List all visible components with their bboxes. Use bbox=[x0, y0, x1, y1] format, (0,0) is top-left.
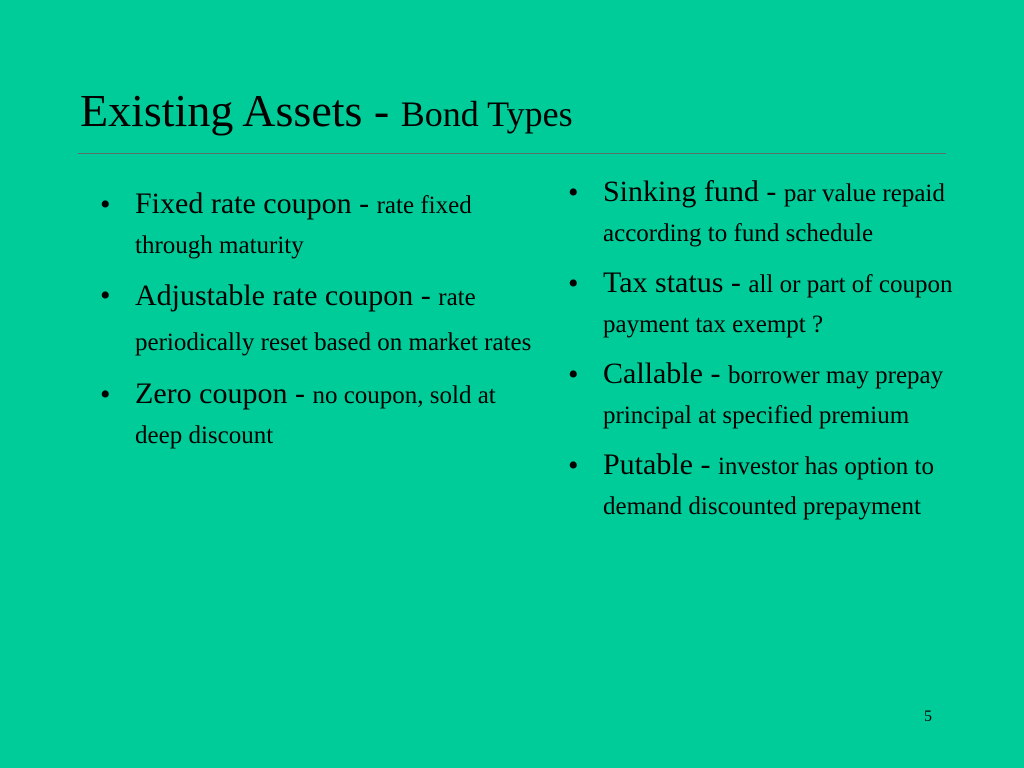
item-term: Tax status - bbox=[603, 266, 749, 299]
bullet-icon: • bbox=[100, 378, 111, 411]
slide-title bbox=[80, 85, 573, 136]
item-term: Zero coupon - bbox=[135, 377, 313, 410]
bullet-icon: • bbox=[568, 358, 579, 391]
item-description: rate fixed through maturity bbox=[135, 192, 472, 259]
item-description: rate periodically reset based on market rates bbox=[135, 284, 532, 356]
left-bullet-list bbox=[96, 184, 536, 465]
slide-title-sub: Bond Types bbox=[400, 94, 573, 134]
list-item bbox=[564, 445, 984, 527]
bullet-icon: • bbox=[568, 449, 579, 482]
title-divider bbox=[78, 153, 946, 154]
page-number: 5 bbox=[924, 708, 932, 725]
slide-title-main: Existing Assets - bbox=[80, 85, 401, 136]
bullet-icon: • bbox=[100, 188, 111, 221]
list-item bbox=[564, 263, 984, 345]
bullet-icon: • bbox=[100, 279, 111, 312]
list-item bbox=[564, 354, 984, 436]
item-description: all or part of coupon payment tax exempt ? bbox=[603, 271, 953, 338]
item-description: no coupon, sold at deep discount bbox=[135, 382, 496, 449]
list-item bbox=[96, 275, 536, 365]
list-item bbox=[96, 184, 536, 266]
item-term: Adjustable rate coupon - bbox=[135, 279, 439, 312]
right-bullet-list bbox=[564, 172, 984, 536]
item-description: borrower may prepay principal at specified premium bbox=[603, 362, 944, 429]
item-term: Fixed rate coupon - bbox=[135, 187, 377, 220]
item-term: Callable - bbox=[603, 357, 728, 390]
item-description: investor has option to demand discounted prepayment bbox=[603, 453, 934, 520]
list-item bbox=[96, 374, 536, 456]
bullet-icon: • bbox=[568, 267, 579, 300]
bullet-icon: • bbox=[568, 176, 579, 209]
item-term: Putable - bbox=[603, 448, 718, 481]
list-item bbox=[564, 172, 984, 254]
item-description: par value repaid according to fund schedule bbox=[603, 180, 945, 247]
item-term: Sinking fund - bbox=[603, 175, 784, 208]
